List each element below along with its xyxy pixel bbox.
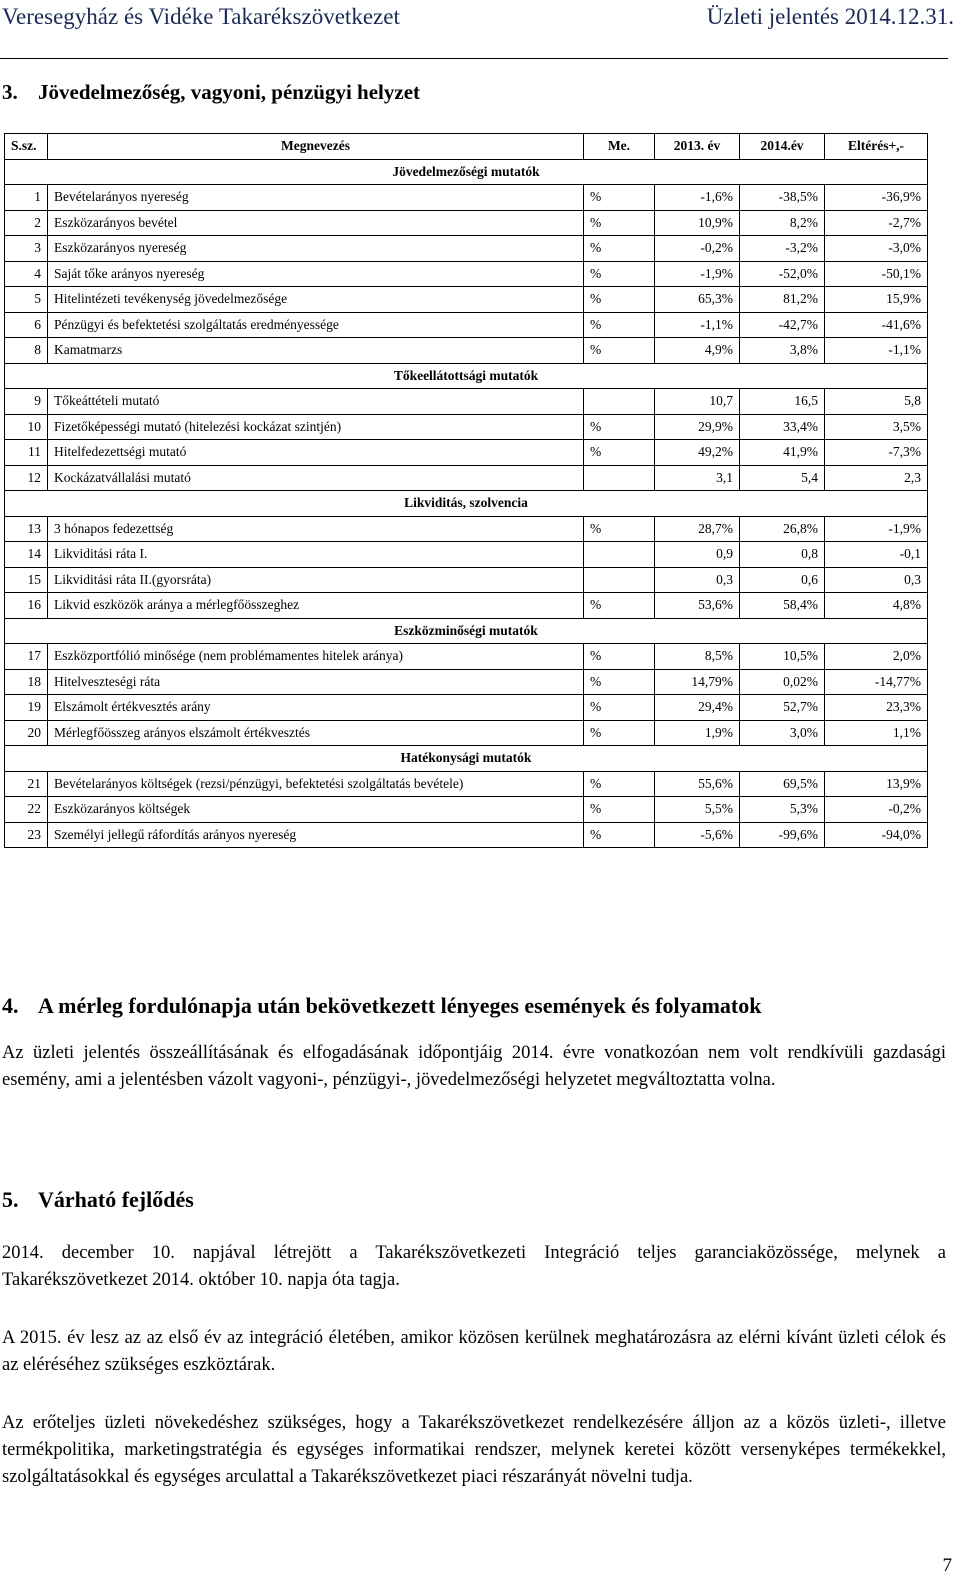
row-unit: % xyxy=(584,797,655,823)
row-unit: % xyxy=(584,338,655,364)
page-header xyxy=(0,0,960,62)
row-difference: -50,1% xyxy=(825,261,928,287)
row-value-2013: 55,6% xyxy=(655,771,740,797)
row-value-2013: 1,9% xyxy=(655,720,740,746)
col-header-unit: Me. xyxy=(584,134,655,160)
row-unit: % xyxy=(584,440,655,466)
row-value-2014: 52,7% xyxy=(740,695,825,721)
section-5-title: Várható fejlődés xyxy=(38,1187,194,1212)
row-difference: -41,6% xyxy=(825,312,928,338)
row-difference: 13,9% xyxy=(825,771,928,797)
table-row xyxy=(5,542,928,568)
section-5-heading xyxy=(2,1187,194,1213)
row-difference: 3,5% xyxy=(825,414,928,440)
row-name: Hitelfedezettségi mutató xyxy=(48,440,584,466)
row-number: 12 xyxy=(5,465,48,491)
row-value-2014: 10,5% xyxy=(740,644,825,670)
row-unit xyxy=(584,567,655,593)
table-row xyxy=(5,236,928,262)
table-row xyxy=(5,312,928,338)
row-difference: 0,3 xyxy=(825,567,928,593)
row-name: Hitelintézeti tevékenység jövedelmezősége xyxy=(48,287,584,313)
row-value-2013: 4,9% xyxy=(655,338,740,364)
row-name: Saját tőke arányos nyereség xyxy=(48,261,584,287)
row-difference: -2,7% xyxy=(825,210,928,236)
row-value-2014: 16,5 xyxy=(740,389,825,415)
table-row xyxy=(5,440,928,466)
row-difference: -94,0% xyxy=(825,822,928,848)
section-4-heading xyxy=(2,993,761,1019)
row-unit xyxy=(584,465,655,491)
table-section-row xyxy=(5,491,928,517)
page-number: 7 xyxy=(942,1555,952,1576)
row-value-2013: 29,4% xyxy=(655,695,740,721)
row-value-2013: -1,6% xyxy=(655,185,740,211)
row-unit: % xyxy=(584,312,655,338)
row-difference: -14,77% xyxy=(825,669,928,695)
header-divider xyxy=(0,58,948,59)
row-number: 20 xyxy=(5,720,48,746)
row-number: 16 xyxy=(5,593,48,619)
row-value-2013: 14,79% xyxy=(655,669,740,695)
row-unit: % xyxy=(584,644,655,670)
row-number: 6 xyxy=(5,312,48,338)
section-3-title: Jövedelmezőség, vagyoni, pénzügyi helyzet xyxy=(38,80,421,104)
section-4-paragraph: Az üzleti jelentés összeállításának és elfogadásának időpontjáig 2014. évre vonatkozóan nem volt rendkívüli gazdasági esemény, ami a jelentésben vázolt vagyoni-, pénzügyi-, jövedelmezőségi helyzetet megváltoztatta volna. xyxy=(2,1043,946,1090)
col-header-2014: 2014.év xyxy=(740,134,825,160)
row-difference: -1,1% xyxy=(825,338,928,364)
row-name: Eszközportfólió minősége (nem problémamentes hitelek aránya) xyxy=(48,644,584,670)
table-row xyxy=(5,669,928,695)
table-section-row xyxy=(5,159,928,185)
row-value-2014: -99,6% xyxy=(740,822,825,848)
row-name: Likviditási ráta II.(gyorsráta) xyxy=(48,567,584,593)
row-unit: % xyxy=(584,593,655,619)
row-difference: -0,2% xyxy=(825,797,928,823)
row-number: 3 xyxy=(5,236,48,262)
section-4-title: A mérleg fordulónapja után bekövetkezett lényeges események és folyamatok xyxy=(38,993,762,1018)
row-name: Eszközarányos bevétel xyxy=(48,210,584,236)
row-value-2013: 5,5% xyxy=(655,797,740,823)
row-number: 15 xyxy=(5,567,48,593)
row-difference: 15,9% xyxy=(825,287,928,313)
row-name: Fizetőképességi mutató (hitelezési kockázat szintjén) xyxy=(48,414,584,440)
table-row xyxy=(5,516,928,542)
row-value-2014: 5,4 xyxy=(740,465,825,491)
table-row xyxy=(5,389,928,415)
row-value-2014: 3,0% xyxy=(740,720,825,746)
row-unit: % xyxy=(584,261,655,287)
row-value-2014: 26,8% xyxy=(740,516,825,542)
table-section-title: Tőkeellátottsági mutatók xyxy=(5,363,928,389)
row-value-2013: 8,5% xyxy=(655,644,740,670)
row-value-2014: 41,9% xyxy=(740,440,825,466)
row-value-2014: -3,2% xyxy=(740,236,825,262)
row-number: 13 xyxy=(5,516,48,542)
row-value-2013: 49,2% xyxy=(655,440,740,466)
row-name: Kamatmarzs xyxy=(48,338,584,364)
row-unit: % xyxy=(584,695,655,721)
row-unit: % xyxy=(584,822,655,848)
row-difference: -3,0% xyxy=(825,236,928,262)
row-number: 4 xyxy=(5,261,48,287)
row-value-2014: 5,3% xyxy=(740,797,825,823)
metrics-table-body xyxy=(5,159,928,848)
table-section-title: Jövedelmezőségi mutatók xyxy=(5,159,928,185)
table-row xyxy=(5,338,928,364)
row-unit: % xyxy=(584,210,655,236)
row-value-2013: 28,7% xyxy=(655,516,740,542)
row-name: Bevételarányos nyereség xyxy=(48,185,584,211)
row-value-2013: 0,9 xyxy=(655,542,740,568)
row-name: Eszközarányos költségek xyxy=(48,797,584,823)
row-value-2014: 33,4% xyxy=(740,414,825,440)
col-header-difference: Eltérés+,- xyxy=(825,134,928,160)
row-value-2014: -42,7% xyxy=(740,312,825,338)
row-difference: 23,3% xyxy=(825,695,928,721)
row-difference: -7,3% xyxy=(825,440,928,466)
row-number: 18 xyxy=(5,669,48,695)
table-header-row xyxy=(5,134,928,160)
row-number: 1 xyxy=(5,185,48,211)
table-row xyxy=(5,644,928,670)
row-value-2013: -5,6% xyxy=(655,822,740,848)
row-unit: % xyxy=(584,516,655,542)
col-header-2013: 2013. év xyxy=(655,134,740,160)
row-name: Tőkeáttételi mutató xyxy=(48,389,584,415)
row-name: Likviditási ráta I. xyxy=(48,542,584,568)
row-number: 14 xyxy=(5,542,48,568)
table-row xyxy=(5,210,928,236)
table-section-row xyxy=(5,363,928,389)
section-5-paragraph-1: 2014. december 10. napjával létrejött a Takarékszövetkezeti Integráció teljes garanciaközössége, melynek a Takarékszövetkezet 2014. október 10. napja óta tagja. xyxy=(2,1243,946,1290)
row-name: Bevételarányos költségek (rezsi/pénzügyi, befektetési szolgáltatás bevétele) xyxy=(48,771,584,797)
row-value-2013: 3,1 xyxy=(655,465,740,491)
row-value-2013: 65,3% xyxy=(655,287,740,313)
row-number: 10 xyxy=(5,414,48,440)
row-value-2014: -52,0% xyxy=(740,261,825,287)
table-row xyxy=(5,287,928,313)
row-unit: % xyxy=(584,287,655,313)
row-number: 5 xyxy=(5,287,48,313)
table-row xyxy=(5,720,928,746)
row-value-2013: -1,1% xyxy=(655,312,740,338)
row-value-2013: -0,2% xyxy=(655,236,740,262)
header-report-title: Üzleti jelentés 2014.12.31. xyxy=(706,4,954,29)
row-value-2014: 0,6 xyxy=(740,567,825,593)
row-unit: % xyxy=(584,414,655,440)
col-header-ssz: S.sz. xyxy=(5,134,48,160)
row-unit: % xyxy=(584,771,655,797)
table-row xyxy=(5,695,928,721)
row-number: 23 xyxy=(5,822,48,848)
row-value-2014: 8,2% xyxy=(740,210,825,236)
row-name: Eszközarányos nyereség xyxy=(48,236,584,262)
row-value-2014: 69,5% xyxy=(740,771,825,797)
header-organization: Veresegyház és Vidéke Takarékszövetkezet xyxy=(2,4,400,29)
row-name: Likvid eszközök aránya a mérlegfőösszeghez xyxy=(48,593,584,619)
section-5-paragraph-2: A 2015. év lesz az az első év az integráció életében, amikor közösen kerülnek meghatározásra az elérni kívánt üzleti célok és az eléréséhez szükséges eszköztárak. xyxy=(2,1328,946,1375)
table-section-title: Hatékonysági mutatók xyxy=(5,746,928,772)
row-difference: 2,0% xyxy=(825,644,928,670)
table-row xyxy=(5,771,928,797)
row-number: 19 xyxy=(5,695,48,721)
col-header-name: Megnevezés xyxy=(48,134,584,160)
row-value-2014: 0,8 xyxy=(740,542,825,568)
row-value-2013: 10,7 xyxy=(655,389,740,415)
row-number: 22 xyxy=(5,797,48,823)
row-number: 17 xyxy=(5,644,48,670)
row-difference: 4,8% xyxy=(825,593,928,619)
row-value-2013: 10,9% xyxy=(655,210,740,236)
table-row xyxy=(5,797,928,823)
row-value-2014: 81,2% xyxy=(740,287,825,313)
row-value-2014: 3,8% xyxy=(740,338,825,364)
table-row xyxy=(5,822,928,848)
row-unit: % xyxy=(584,720,655,746)
table-row xyxy=(5,567,928,593)
row-unit: % xyxy=(584,669,655,695)
row-number: 2 xyxy=(5,210,48,236)
row-value-2013: 29,9% xyxy=(655,414,740,440)
table-row xyxy=(5,593,928,619)
section-3-number: 3. xyxy=(2,80,18,104)
row-unit: % xyxy=(584,185,655,211)
table-row xyxy=(5,414,928,440)
row-unit xyxy=(584,389,655,415)
table-row xyxy=(5,465,928,491)
row-name: Pénzügyi és befektetési szolgáltatás eredményessége xyxy=(48,312,584,338)
section-5-paragraph-3: Az erőteljes üzleti növekedéshez szükséges, hogy a Takarékszövetkezet rendelkezésére álljon az a közös üzleti-, illetve termékpolitika, marketingstratégia és egységes informatikai rendszer, melynek keretei között versenyképes termékekkel, szolgáltatásokkal és egységes arculattal a Takarékszövetkezet piaci részarányát növelni tudja. xyxy=(2,1413,946,1487)
row-number: 21 xyxy=(5,771,48,797)
row-value-2014: 58,4% xyxy=(740,593,825,619)
metrics-table xyxy=(4,133,928,848)
row-name: Hitelveszteségi ráta xyxy=(48,669,584,695)
row-number: 11 xyxy=(5,440,48,466)
row-name: Mérlegfőösszeg arányos elszámolt értékvesztés xyxy=(48,720,584,746)
row-difference: 1,1% xyxy=(825,720,928,746)
table-section-row xyxy=(5,746,928,772)
section-3-heading xyxy=(2,80,420,105)
row-number: 8 xyxy=(5,338,48,364)
row-difference: -0,1 xyxy=(825,542,928,568)
section-4-number: 4. xyxy=(2,993,19,1018)
row-unit xyxy=(584,542,655,568)
row-difference: 2,3 xyxy=(825,465,928,491)
row-name: 3 hónapos fedezettség xyxy=(48,516,584,542)
row-difference: -36,9% xyxy=(825,185,928,211)
table-section-title: Likviditás, szolvencia xyxy=(5,491,928,517)
row-value-2013: 53,6% xyxy=(655,593,740,619)
row-name: Kockázatvállalási mutató xyxy=(48,465,584,491)
row-difference: -1,9% xyxy=(825,516,928,542)
table-row xyxy=(5,261,928,287)
row-number: 9 xyxy=(5,389,48,415)
row-difference: 5,8 xyxy=(825,389,928,415)
table-row xyxy=(5,185,928,211)
row-value-2014: 0,02% xyxy=(740,669,825,695)
row-value-2014: -38,5% xyxy=(740,185,825,211)
table-section-row xyxy=(5,618,928,644)
row-value-2013: 0,3 xyxy=(655,567,740,593)
row-unit: % xyxy=(584,236,655,262)
row-name: Személyi jellegű ráfordítás arányos nyereség xyxy=(48,822,584,848)
row-name: Elszámolt értékvesztés arány xyxy=(48,695,584,721)
table-section-title: Eszközminőségi mutatók xyxy=(5,618,928,644)
row-value-2013: -1,9% xyxy=(655,261,740,287)
section-5-number: 5. xyxy=(2,1187,19,1212)
